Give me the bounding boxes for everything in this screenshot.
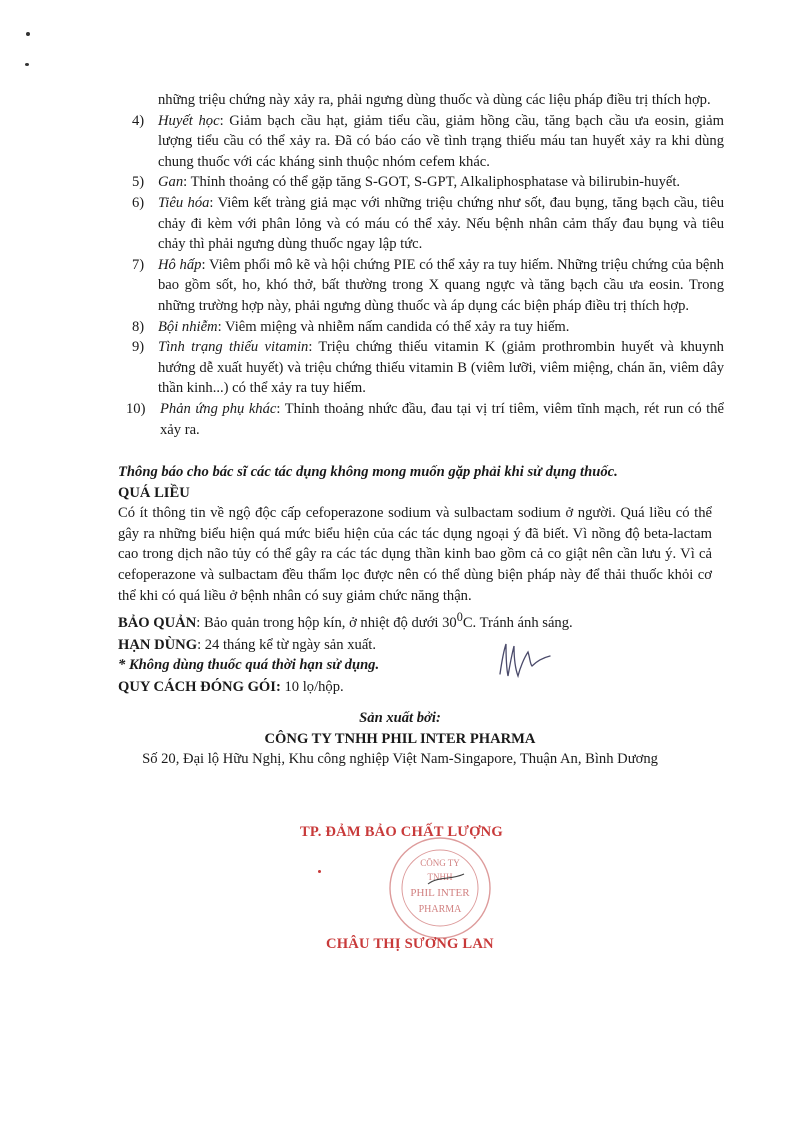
seal-line: TNHH bbox=[427, 872, 453, 882]
expiry-label: HẠN DÙNG bbox=[118, 636, 198, 653]
item-term: Gan bbox=[158, 174, 184, 191]
item-term: Huyết học bbox=[158, 112, 220, 129]
list-intro: những triệu chứng này xảy ra, phải ngưng dùng thuốc và dùng các liệu pháp điều trị thích hợp. bbox=[158, 92, 711, 108]
item-term: Phản ứng phụ khác bbox=[160, 400, 277, 417]
stamp-dot bbox=[318, 870, 321, 873]
manufacturer-block bbox=[0, 708, 800, 770]
list-item: 6) Tiêu hóa: Viêm kết tràng giả mạc với những triệu chứng như sốt, đau bụng, tăng bạch cầu, tiêu chảy đi kèm với phân lỏng và có máu có thể xảy. Nếu bệnh nhân cảm thấy đau bụng và tiêu chảy thì phải ngưng dùng thuốc ngay lập tức. bbox=[132, 194, 724, 253]
list-item: 9) Tình trạng thiếu vitamin: Triệu chứng thiếu vitamin K (giảm prothrombin huyết và khuynh hướng dễ xuất huyết) và triệu chứng thiếu vitamin B (viêm lưỡi, viêm miệng, chán ăn, viêm dây thần kinh...) có thể xảy ra tuy hiếm. bbox=[132, 339, 724, 397]
item-term: Tiêu hóa bbox=[158, 194, 210, 211]
manufacturer-company: CÔNG TY TNHH PHIL INTER PHARMA bbox=[264, 730, 536, 747]
signatory-title: TP. ĐẢM BẢO CHẤT LƯỢNG bbox=[300, 824, 503, 840]
seal-line: PHIL INTER bbox=[410, 887, 470, 899]
list-item: 10) Phản ứng phụ khác: Thỉnh thoảng nhức đầu, đau tại vị trí tiêm, viêm tĩnh mạch, rét run có thể xảy ra. bbox=[126, 400, 724, 438]
list-item: 8) Bội nhiễm: Viêm miệng và nhiễm nấm candida có thể xảy ra tuy hiếm. bbox=[132, 318, 570, 335]
overdose-heading: QUÁ LIỀU bbox=[118, 484, 190, 501]
expiry-line: HẠN DÙNG: 24 tháng kể từ ngày sản xuất. bbox=[118, 636, 377, 653]
item-term: Tình trạng thiếu vitamin bbox=[158, 339, 309, 356]
corner-mark bbox=[25, 63, 29, 66]
manufacturer-label: Sản xuất bởi: bbox=[359, 710, 441, 726]
storage-line: BẢO QUẢN: Bảo quản trong hộp kín, ở nhiệt độ dưới $30^0C$. Tránh ánh sáng. bbox=[118, 610, 573, 632]
seal-line: PHARMA bbox=[418, 904, 462, 915]
expiry-warning: * Không dùng thuốc quá thời hạn sử dụng. bbox=[118, 657, 380, 674]
manufacturer-address: Số 20, Đại lộ Hữu Nghị, Khu công nghiệp Việt Nam-Singapore, Thuận An, Bình Dương bbox=[142, 751, 658, 768]
packaging-label: QUY CÁCH ĐÓNG GÓI: bbox=[118, 678, 281, 695]
list-item: 4) Huyết học: Giảm bạch cầu hạt, giảm tiểu cầu, giảm hồng cầu, tăng bạch cầu ưa eosin, giảm lượng tiểu cầu có thể xảy ra. Đã có báo cáo về tình trạng thiếu máu tan huyết xảy ra khi dùng chung thuốc với các kháng sinh thuộc nhóm cefem khác. bbox=[132, 112, 724, 170]
handwritten-initials bbox=[494, 636, 554, 682]
item-term: Bội nhiễm bbox=[158, 318, 218, 335]
body-block bbox=[118, 462, 712, 697]
signatory-name: CHÂU THỊ SƯƠNG LAN bbox=[326, 936, 494, 952]
list-item: 5) Gan: Thỉnh thoảng có thể gặp tăng S-GOT, S-GPT, Alkaliphosphatase và bilirubin-huyết. bbox=[132, 174, 681, 191]
side-effects-list bbox=[126, 90, 724, 440]
storage-label: BẢO QUẢN bbox=[118, 615, 197, 632]
item-term: Hô hấp bbox=[158, 256, 202, 273]
corner-mark bbox=[26, 32, 30, 36]
doctor-notice: Thông báo cho bác sĩ các tác dụng không mong muốn gặp phải khi sử dụng thuốc. bbox=[118, 464, 618, 480]
seal-line: CÔNG TY bbox=[420, 858, 460, 868]
list-item: 7) Hô hấp: Viêm phổi mô kẽ và hội chứng PIE có thể xảy ra tuy hiếm. Những triệu chứng của bệnh bao gồm sốt, ho, khó thở, bất thường trong X quang ngực và tăng bạch cầu ưa eosin. Trong những trường hợp này, phải ngưng dùng thuốc và áp dụng các biện pháp điều trị thích hợp. bbox=[132, 256, 724, 314]
packaging-line: QUY CÁCH ĐÓNG GÓI: 10 lọ/hộp. bbox=[118, 678, 344, 695]
company-seal bbox=[368, 836, 498, 946]
overdose-text: Có ít thông tin về ngộ độc cấp cefoperazone sodium và sulbactam sodium ở người. Quá liều có thể gây ra những biểu hiện quá mức biểu hiện của các tác dụng ngoại ý đã biết. Vì nồng độ beta-lactam cao trong dịch não tủy có thể gây ra các tác dụng thần kinh bao gồm cả co giật nên cần lưu ý. Vì cả cefoperazone và sulbactam đều thẩm lọc được nên có thể dùng biện pháp này để thải thuốc khỏi cơ thể khi có quá liều ở bệnh nhân có suy giảm chức năng thận. bbox=[118, 505, 712, 604]
